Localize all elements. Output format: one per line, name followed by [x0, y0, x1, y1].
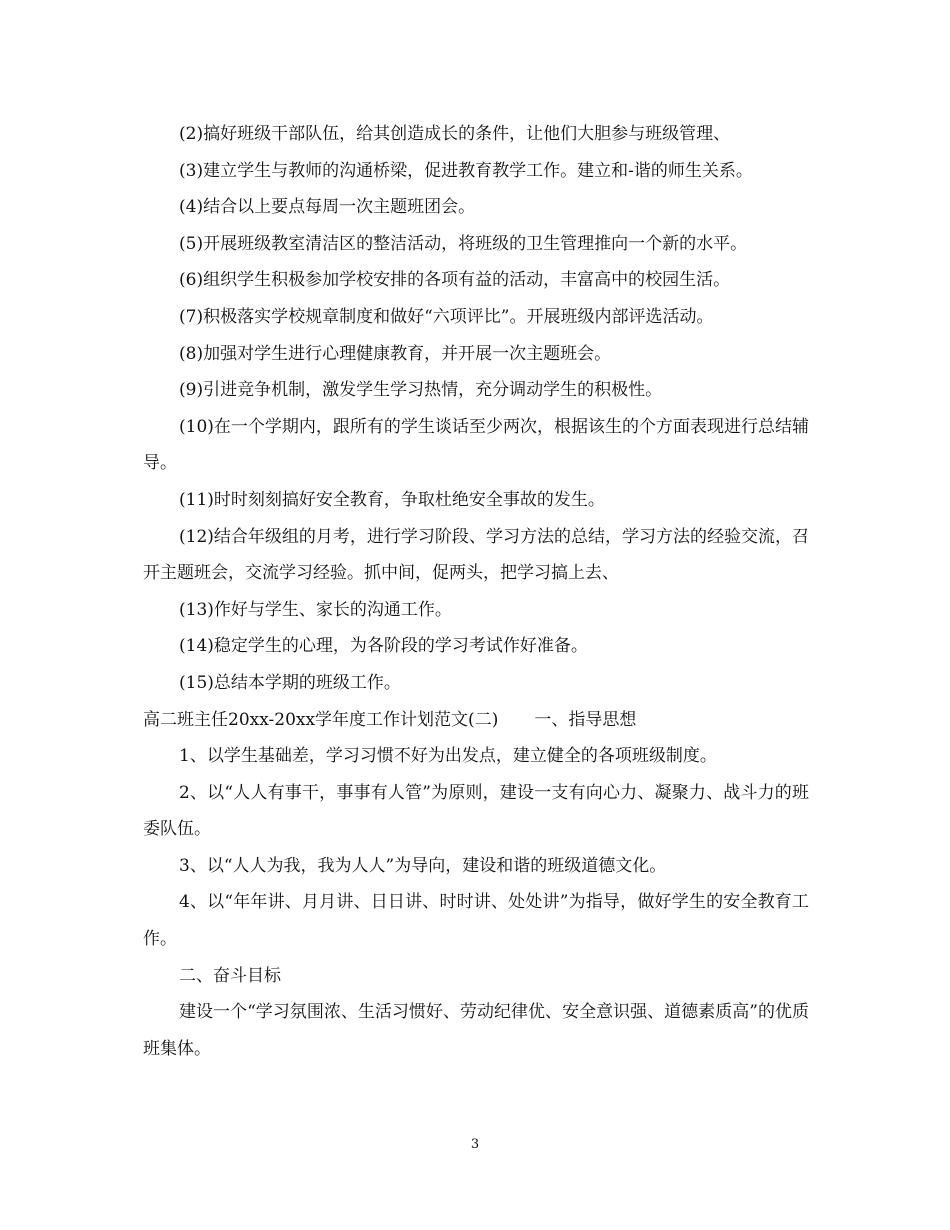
paragraph-item-2: (2)搞好班级干部队伍，给其创造成长的条件，让他们大胆参与班级管理、 — [179, 124, 731, 144]
guideline-item-4: 4、以“年年讲、月月讲、日日讲、时时讲、处处讲”为指导，做好学生的安全教育工作。 — [143, 892, 809, 950]
paragraph-item-5: (5)开展班级教室清洁区的整洁活动，将班级的卫生管理推向一个新的水平。 — [179, 233, 748, 254]
paragraph-item-3: (3)建立学生与教师的沟通桥梁，促进教育教学工作。建立和-谐的师生关系。 — [179, 160, 753, 181]
guideline-item-2: 2、以“人人有事干，事事有人管”为原则，建设一支有向心力、凝聚力、战斗力的班委队伍。 — [143, 782, 809, 840]
document-section-title: 高二班主任20xx-20xx学年度工作计划范文(二) — [143, 709, 499, 730]
paragraph-item-6: (6)组织学生积极参加学校安排的各项有益的活动，丰富高中的校园生活。 — [179, 270, 731, 291]
paragraph-item-7: (7)积极落实学校规章制度和做好“六项评比”。开展班级内部评选活动。 — [179, 306, 714, 327]
paragraph-item-14: (14)稳定学生的心理，为各阶段的学习考试作好准备。 — [179, 636, 588, 657]
goals-paragraph: 建设一个“学习氛围浓、生活习惯好、劳动纪律优、安全意识强、道德素质高”的优质班集体。 — [143, 1002, 809, 1059]
paragraph-item-4: (4)结合以上要点每周一次主题班团会。 — [179, 197, 476, 218]
guideline-item-3: 3、以“人人为我，我为人人”为导向，建设和谐的班级道德文化。 — [179, 855, 667, 876]
paragraph-item-12: (12)结合年级组的月考，进行学习阶段、学习方法的总结，学习方法的经验交流，召开主题班会，交流学习经验。抓中间，促两头，把学习搞上去、 — [143, 526, 809, 584]
paragraph-item-10: (10)在一个学期内，跟所有的学生谈话至少两次，根据该生的个方面表现进行总结辅导。 — [143, 416, 809, 474]
document-body — [143, 116, 809, 1067]
page-number: 3 — [470, 1137, 480, 1152]
section-title-line — [143, 702, 809, 739]
paragraph-item-11: (11)时时刻刻搞好安全教育，争取杜绝安全事故的发生。 — [179, 489, 605, 510]
paragraph-item-13: (13)作好与学生、家长的沟通工作。 — [179, 599, 452, 620]
paragraph-item-9: (9)引进竞争机制，激发学生学习热情，充分调动学生的积极性。 — [179, 380, 663, 401]
guiding-thought-heading: 一、指导思想 — [534, 709, 637, 730]
paragraph-item-8: (8)加强对学生进行心理健康教育，并开展一次主题班会。 — [179, 343, 612, 364]
goals-heading: 二、奋斗目标 — [179, 965, 281, 986]
paragraph-item-15: (15)总结本学期的班级工作。 — [179, 672, 401, 693]
guideline-item-1: 1、以学生基础差，学习习惯不好为出发点，建立健全的各项班级制度。 — [179, 746, 717, 767]
